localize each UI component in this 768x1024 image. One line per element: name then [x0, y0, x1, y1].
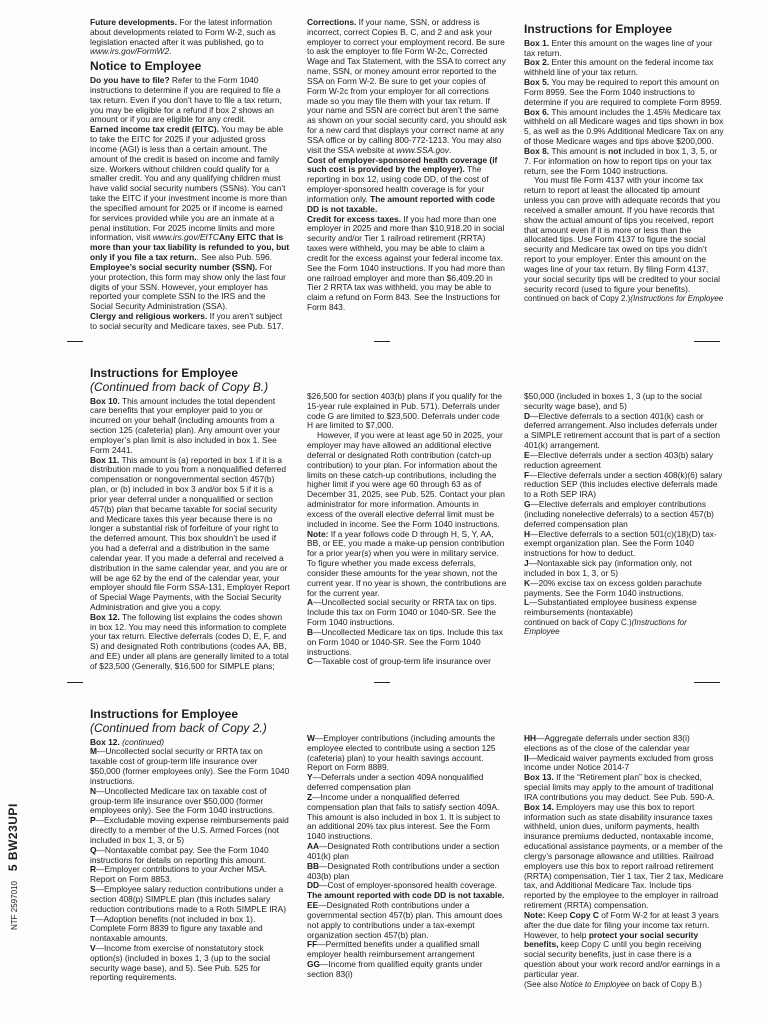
bold-run: Earned income tax credit (EITC). [90, 124, 219, 135]
italic-run: www.irs.gov/FormW2 [90, 46, 170, 57]
text-run: —Designated Roth contributions under a governmental section 457(b) plan. This amount does not apply to contributions under a tax-exempt organization section 457(b) plan. [307, 900, 503, 940]
instruction-paragraph [524, 147, 724, 176]
bold-run: Box 11. [90, 454, 120, 465]
heading-text: Instructions for Employee [524, 22, 673, 36]
text-run: —Taxable cost of group-term life insurance over [313, 656, 491, 667]
text-run: The reporting in box 12, using code DD, of the cost of employer-sponsored health coverage is for your information only. [307, 164, 489, 204]
bold-run: Copy C [569, 909, 599, 920]
bold-run: Box 5. [524, 77, 550, 88]
text-run: —Elective deferrals to a section 401(k) cash or deferred arrangement. Also includes deferrals under a SIMPLE retirement account that is part of a section 401(k) arrangement. [524, 410, 720, 451]
bold-run: FF [307, 939, 318, 950]
instruction-paragraph [307, 215, 507, 313]
instruction-paragraph [90, 915, 290, 944]
instruction-paragraph [524, 530, 724, 559]
text-run: —Excludable moving expense reimbursements paid directly to a member of the U.S. Armed Forces (not included in box 1, 3, or 5) [90, 815, 289, 845]
instruction-paragraph [307, 842, 507, 862]
heading-continued: (Continued from back of Copy B.) [90, 379, 269, 394]
cut-mark [67, 682, 83, 683]
panel1-col3 [524, 20, 724, 304]
continuation-note [524, 980, 724, 989]
text-run: —Employer contributions to your Archer MSA. Report on Form 8853. [90, 864, 267, 885]
text-run: Refer to the Form 1040 instructions to determine if you are required to file a tax return. Even if you don’t have to file a tax return, you may be eligible for a refund if box 2 shows an amount or if you are eligible for any credit. [90, 75, 282, 125]
heading-text: Instructions for Employee [90, 707, 239, 721]
instruction-paragraph [307, 392, 507, 431]
bold-run: V [90, 942, 96, 953]
text-run: —Elective deferrals to a section 501(c)(18)(D) tax-exempt organization plan. See the Form 1040 instructions for how to deduct. [524, 528, 717, 559]
bold-run: J [524, 558, 529, 569]
instruction-paragraph [524, 176, 724, 294]
text-run: —Uncollected social security or RRTA tax on taxable cost of group-term life insurance over $50,000 (former employees only). See the Form 1040 instructions. [90, 746, 290, 786]
bold-run: EE [307, 900, 319, 911]
panel2-col3 [524, 392, 724, 637]
text-run: $50,000 (included in boxes 1, 3 (up to the social security wage base), and 5) [524, 391, 702, 411]
text-run: continued on back of Copy 2.) [524, 294, 631, 304]
instruction-paragraph [90, 944, 290, 983]
bold-run: Future developments. [90, 17, 178, 27]
text-run: If the “Retirement plan” box is checked, special limits may apply to the amount of traditional IRA contributions you may deduct. See Pub. 590-A. [524, 772, 715, 802]
heading-text: Instructions for Employee [90, 366, 239, 380]
instruction-paragraph [90, 787, 290, 816]
text-run: Enter this amount on the wages line of your tax return. [524, 37, 713, 58]
text-run: For your protection, this form may show only the last four digits of your SSN. However, your employer has reported your complete SSN to the IRS and the Social Security Administration (SSA). [90, 261, 286, 312]
cut-mark [374, 682, 390, 683]
text-run: (See also [524, 979, 561, 989]
bold-run: Any EITC that is more than your tax liability is refunded to you, but only if you file a tax return. [90, 232, 290, 263]
text-run: You must file Form 4137 with your income tax return to report at least the allocated tip amount unless you can prove with adequate records that you received a smaller amount. If you have records that show the actual amount of tips you received, report that amount even if it is more or less than the allocated tips. Use Form 4137 to figure the social security and Medicare tax owed on tips you didn’t report to your employer. Enter this amount on the wages line of your tax return. By filing Form 4137, your social security tips will be credited to your social security record (used to figure your benefits). [524, 175, 721, 294]
text-run: . [169, 46, 172, 57]
form-side-code [6, 803, 20, 930]
bold-run: Box 14. [524, 801, 554, 812]
instruction-paragraph [90, 885, 290, 914]
text-run: This amount includes the total dependent care benefits that your employer paid to you or incurred on your behalf (including amounts from a section 125 (cafeteria) plan). Any amount over your employer’s plan limit is also included in box 1. See Form 2441. [90, 395, 280, 455]
bold-run: E [524, 449, 530, 460]
instruction-paragraph [90, 397, 290, 456]
bold-run: Employee’s social security number (SSN). [90, 261, 258, 272]
text-run: If you aren’t subject to social security and Medicare taxes, see Pub. 517. [90, 310, 284, 331]
instruction-paragraph [307, 628, 507, 657]
bold-run: Box 2. [524, 57, 550, 68]
panel2-col1 [90, 364, 290, 672]
text-run: You may be able to take the EITC for 2025 if your adjusted gross income (AGI) is less than a certain amount. The amount of the credit is based on income and family size. Workers without children could qualify for a smaller credit. You and any qualifying children must have valid social security numbers (SSNs). You can’t take the EITC if your investment income is more than the specified amount for 2025 or if income is earned for services provided while you are an inmate at a penal institution. For 2025 income limits and more information, visit [90, 124, 287, 243]
instruction-paragraph [524, 39, 724, 59]
bold-run: F [524, 469, 530, 480]
instruction-paragraph [90, 846, 290, 866]
text-run: . [449, 144, 452, 155]
instruction-paragraph [524, 734, 724, 754]
text-run: —Employer contributions (including amounts the employee elected to contribute using a section 125 (cafeteria) plan) to your health savings account. Report on Form 8889. [307, 733, 496, 773]
bold-run: Box 13. [524, 772, 554, 783]
bold-run: The amount reported with code DD is not taxable. [307, 193, 495, 214]
text-run: Keep [545, 909, 570, 920]
bold-run: T [90, 913, 96, 924]
text-run: —Cost of employer-sponsored health coverage. [319, 880, 497, 891]
bold-run: not [608, 145, 622, 156]
instruction-paragraph [307, 657, 507, 667]
instruction-paragraph [90, 456, 290, 613]
text-run: —20% excise tax on excess golden parachute payments. See the Form 1040 instructions. [524, 577, 702, 598]
instruction-paragraph [90, 613, 290, 672]
instruction-paragraph [524, 579, 724, 599]
bold-run: II [524, 752, 529, 763]
text-run: of Form W-2 for at least 3 years after the due date for filing your income tax return. However, to help [524, 909, 719, 940]
instruction-paragraph [307, 773, 507, 793]
text-run: —Nontaxable combat pay. See the Form 1040 instructions for details on reporting this amount. [90, 844, 269, 865]
text-run: —Income from exercise of nonstatutory stock option(s) (included in boxes 1, 3 (up to the social security wage base), and 5). See Pub. 525 for reporting requirements. [90, 942, 271, 983]
bold-run: Box 12. [90, 736, 120, 747]
instruction-paragraph [307, 598, 507, 627]
italic-run: (Instructions for Employee [630, 294, 724, 304]
bold-run: The amount reported with code DD is not taxable. [307, 890, 505, 901]
instruction-paragraph [524, 58, 724, 78]
text-run: —Aggregate deferrals under section 83(i) elections as of the close of the calendar year [524, 733, 690, 753]
bold-run: L [524, 597, 530, 608]
bold-run: R [90, 864, 97, 875]
instruction-paragraph [90, 263, 290, 312]
text-run: —Elective deferrals and employer contributions (including nonelective deferrals) to a section 457(b) deferred compensation plan [524, 499, 714, 529]
panel2-col2 [307, 392, 507, 667]
text-run: Employers may use this box to report information such as state disability insurance taxes withheld, union dues, uniform payments, health insurance premiums deducted, nontaxable income, educational assistance payments, or a member of the clergy’s parsonage allowance and utilities. Railroad employers use this box to report railroad retirement (RRTA) compensation, Tier 1 tax, Tier 2 tax, Medicare tax, and Additional Medicare Tax. Include tips reported by the employee to the employer in railroad retirement (RRTA) compensation. [524, 801, 724, 911]
bold-run: P [90, 815, 96, 826]
bold-run: D [524, 410, 531, 421]
bold-run: GG [307, 959, 321, 970]
bold-run: BB [307, 860, 320, 871]
italic-run: www.SSA.gov [396, 144, 449, 155]
bold-run: Note: [524, 909, 546, 920]
instruction-paragraph [524, 108, 724, 147]
text-run: If your name, SSN, or address is incorrect, correct Copies B, C, and 2 and ask your employer to correct your employment record. Be sure to ask the employer to file Form W-2c, Corrected Wage and Tax Statement, with the SSA to correct any name, SSN, or money amount error reported to the SSA on Form W-2. Be sure to get your copies of Form W-2c from your employer for all corrections made so you may file them with your tax return. If your name and SSN are correct but aren’t the same as shown on your social security card, you should ask for a new card that displays your correct name at any SSA office or by calling 800-772-1213. You may also visit the SSA website at [307, 17, 507, 155]
bold-run: HH [524, 733, 537, 743]
text-run: keep Copy C until you begin receiving social security benefits, just in case there is a question about your work record and/or earnings in a particular year. [524, 939, 720, 979]
text-run: —Medicaid waiver payments excluded from gross income under Notice 2014-7 [524, 752, 714, 773]
text-run: —Employee salary reduction contributions under a section 408(p) SIMPLE plan (this includes salary reduction contributions made to a Roth SIMPLE IRA) [90, 884, 286, 914]
instruction-paragraph [90, 76, 290, 125]
instruction-paragraph [524, 803, 724, 911]
instruction-paragraph [90, 747, 290, 786]
text-run: This amount is [549, 145, 609, 156]
bold-run: Do you have to file? [90, 75, 170, 86]
bold-run: Y [307, 772, 313, 783]
text-run: —Designated Roth contributions under a section 403(b) plan [307, 860, 500, 881]
section-heading [90, 60, 290, 74]
instruction-paragraph [90, 18, 290, 57]
bold-run: H [524, 528, 531, 539]
instruction-paragraph [524, 451, 724, 471]
instruction-paragraph [524, 392, 724, 412]
bold-run: Box 6. [524, 106, 550, 117]
text-run: This amount includes the 1.45% Medicare tax withheld on all Medicare wages and tips shown in box 5, as well as the 0.9% Additional Medicare Tax on any of those Medicare wages and tips above $200,000. [524, 106, 724, 147]
cut-mark [374, 341, 390, 342]
panel1-col2 [307, 18, 507, 313]
text-run: —Substantiated employee business expense reimbursements (nontaxable) [524, 597, 697, 618]
bold-run: Z [307, 791, 313, 802]
instruction-paragraph [307, 793, 507, 842]
bold-run: Credit for excess taxes. [307, 213, 402, 224]
instruction-paragraph [524, 754, 724, 774]
panel3-col1 [90, 705, 290, 983]
text-run: You may be required to report this amount on Form 8959. See the Form 1040 instructions to determine if you are required to complete Form 8959. [524, 77, 722, 107]
bold-run: Box 8. [524, 145, 550, 156]
continuation-note [524, 294, 724, 303]
text-run: $26,500 for section 403(b) plans if you qualify for the 15-year rule explained in Pub. 571). Deferrals under code G are limited to $23,500. Deferrals under code H are limited to $7,000. [307, 391, 503, 431]
text-run: . See also Pub. 596. [196, 252, 273, 263]
bold-run: B [307, 626, 314, 637]
text-run: —Income from qualified equity grants under section 83(i) [307, 959, 483, 979]
bold-run: G [524, 499, 531, 510]
heading-text: Notice to Employee [90, 59, 202, 74]
text-run: —Permitted benefits under a qualified small employer health reimbursement arrangement [307, 939, 480, 960]
text-run: —Designated Roth contributions under a section 401(k) plan [307, 841, 500, 861]
text-run: continued on back of Copy C.) [524, 618, 632, 628]
instruction-paragraph [307, 881, 507, 901]
text-run: If you had more than one employer in 2025 and more than $10,918.20 in social security and/or Tier 1 railroad retirement (RRTA) taxes were withheld, you may be able to claim a credit for the excess against your federal income tax. See the Form 1040 instructions. If you had more than one railroad employer and more than $6,409.20 in Tier 2 RRTA tax was withheld, you may be able to claim a refund on Form 843. See the Instructions for Form 843. [307, 213, 505, 313]
bold-run: Box 10. [90, 395, 120, 406]
cut-mark [694, 341, 720, 342]
panel1-col1 [90, 18, 290, 332]
text-run: If a year follows code D through H, S, Y, AA, BB, or EE, you made a make-up pension contribution for a prior year(s) when you were in military service. To figure whether you made excess deferrals, consider these amounts for the year shown, not the current year. If no year is shown, the contributions are for the current year. [307, 528, 507, 598]
side-form-label: 5 BW23UPI [6, 803, 20, 872]
instruction-paragraph [307, 960, 507, 980]
bold-run: Box 1. [524, 37, 550, 48]
italic-run: (Instructions for Employee [524, 618, 687, 637]
bold-run: Clergy and religious workers. [90, 310, 208, 321]
instruction-paragraph [307, 901, 507, 940]
bold-run: Box 12. [90, 611, 120, 622]
instruction-paragraph [307, 431, 507, 529]
instruction-paragraph [90, 816, 290, 845]
bold-run: S [90, 884, 96, 895]
bold-run: W [307, 733, 315, 743]
text-run: —Income under a nonqualified deferred compensation plan that fails to satisfy section 409A. This amount is also included in box 1. It is subject to an additional 20% tax plus interest. See the Form 1040 instructions. [307, 791, 501, 842]
text-run: The following list explains the codes shown in box 12. You may need this information to complete your tax return. Elective deferrals (codes D, E, F, and S) and designated Roth contributions (codes AA, BB, and EE) under all plans are generally limited to a total of $23,500 (Generally, $16,500 for SIMPLE plans; [90, 611, 289, 671]
text-run: —Uncollected social security or RRTA tax on tips. Include this tax on Form 1040 or 1040-SR. See the Form 1040 instructions. [307, 597, 497, 628]
instruction-paragraph [90, 125, 290, 263]
bold-run: K [524, 577, 531, 588]
text-run: For the latest information about developments related to Form W-2, such as legislation enacted after it was published, go to [90, 17, 276, 47]
instruction-paragraph [524, 500, 724, 529]
text-run: —Elective deferrals under a section 408(k)(6) salary reduction SEP (this includes elective deferrals made to a Roth SEP IRA) [524, 469, 723, 500]
italic-run: www.irs.gov/EITC [152, 232, 219, 243]
text-run: This amount is (a) reported in box 1 if it is a distribution made to you from a nonqualified deferred compensation or nongovernmental section 457(b) plan, or (b) included in box 3 and/or box 5 if it is a prior year deferral under a nonqualified or section 457(b) plan that became taxable for social security and Medicare taxes this year because there is no longer a substantial risk of forfeiture of your right to the deferred amount. This box shouldn’t be used if you had a deferral and a distribution in the same calendar year. If you made a deferral and received a distribution in the same calendar year, and you are or will be age 62 by the end of the calendar year, your employer should file Form SSA-131, Employer Report of Special Wage Payments, with the Social Security Administration and give you a copy. [90, 454, 290, 612]
section-heading [90, 367, 290, 395]
instruction-paragraph [524, 598, 724, 618]
instruction-paragraph [524, 559, 724, 579]
instruction-paragraph [524, 78, 724, 107]
instruction-paragraph [307, 530, 507, 599]
instruction-paragraph [524, 911, 724, 980]
section-heading [524, 23, 724, 37]
bold-run: C [307, 656, 314, 667]
panel3-col3 [524, 734, 724, 989]
text-run: —Elective deferrals under a section 403(b) salary reduction agreement [524, 449, 714, 470]
text-run: on back of Copy B.) [629, 979, 702, 989]
heading-continued: (Continued from back of Copy 2.) [90, 720, 267, 735]
instruction-paragraph [307, 18, 507, 156]
text-run: Enter this amount on the federal income tax withheld line of your tax return. [524, 57, 714, 78]
panel3-col2 [307, 734, 507, 980]
bold-run: A [307, 597, 314, 608]
bold-run: Cost of employer-sponsored health coverage (if such cost is provided by the employer). [307, 154, 498, 175]
italic-run: Notice to Employee [560, 979, 630, 989]
text-run: —Adoption benefits (not included in box 1). Complete Form 8839 to figure any taxable and nontaxable amounts. [90, 913, 263, 944]
bold-run: DD [307, 880, 320, 891]
bold-run: protect your social security benefits, [524, 929, 699, 950]
text-run: included in box 1, 3, 5, or 7. For information on how to report tips on your tax return, see the Form 1040 instructions. [524, 145, 718, 176]
bold-run: Q [90, 844, 97, 855]
instruction-paragraph [307, 862, 507, 882]
bold-run: AA [307, 841, 320, 852]
instruction-paragraph [90, 312, 290, 332]
cut-mark [67, 341, 83, 342]
bold-run: Note: [307, 528, 329, 539]
instruction-paragraph [524, 471, 724, 500]
text-run: —Uncollected Medicare tax on tips. Include this tax on Form 1040 or 1040-SR. See the Form 1040 instructions. [307, 626, 503, 657]
side-form-code: NTF 2597010 [10, 881, 19, 930]
bold-run: M [90, 746, 97, 757]
instruction-paragraph [307, 734, 507, 773]
instruction-paragraph [524, 773, 724, 802]
instruction-paragraph [524, 412, 724, 451]
bold-run: N [90, 785, 97, 796]
bold-run: Corrections. [307, 17, 357, 27]
text-run: —Nontaxable sick pay (information only, not included in box 1, 3, or 5) [524, 558, 692, 578]
instruction-paragraph [90, 865, 290, 885]
cut-mark [694, 682, 720, 683]
text-run: However, if you were at least age 50 in 2025, your employer may have allowed an additional elective deferral or designated Roth contribution (catch-up contribution) to your plan. For information about the limits on these catch-up contributions, including the higher limit if you were age 60 through 63 as of December 31, 2025, see Pub. 525. Contact your plan administrator for more information. Amounts in excess of the overall elective deferral limit must be included in income. See the Form 1040 instructions. [307, 430, 505, 529]
text-run: —Uncollected Medicare tax on taxable cost of group-term life insurance over $50,000 (former employees only). See the Form 1040 instructions. [90, 785, 275, 816]
text-run: —Deferrals under a section 409A nonqualified deferred compensation plan [307, 772, 484, 793]
section-heading [90, 708, 290, 736]
italic-run: (continued) [119, 736, 165, 747]
instruction-paragraph [307, 940, 507, 960]
continuation-note [524, 618, 724, 637]
instruction-paragraph [307, 156, 507, 215]
